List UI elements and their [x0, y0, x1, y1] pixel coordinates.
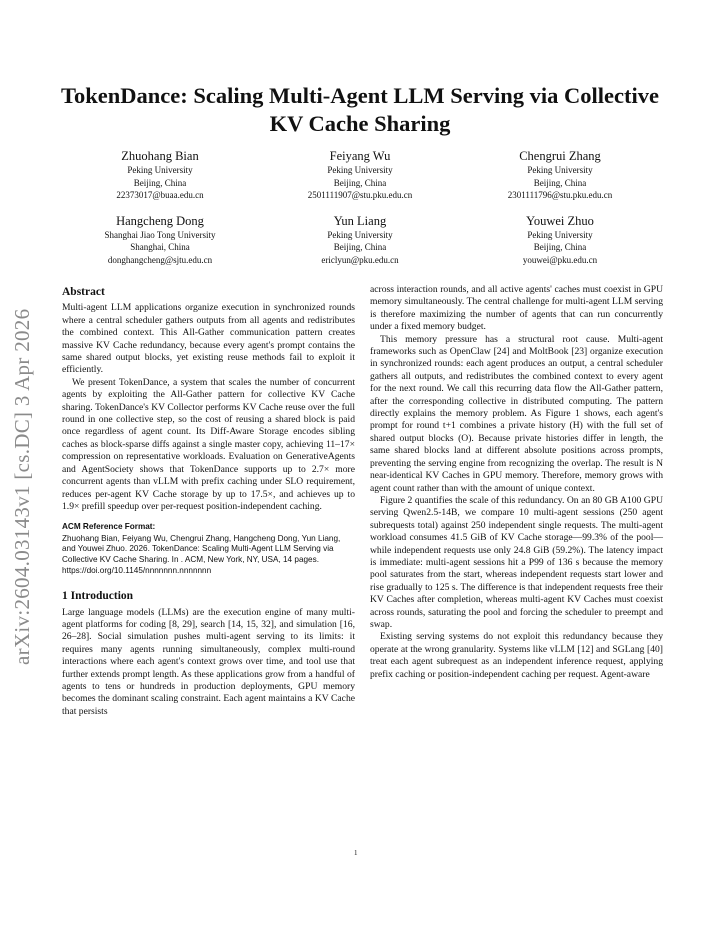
author [260, 149, 460, 202]
author-row [60, 149, 660, 202]
author [60, 214, 260, 267]
left-column [62, 286, 355, 718]
author-email: ericlyun@pku.edu.cn [321, 254, 399, 265]
author-email: 2501111907@stu.pku.edu.cn [307, 190, 413, 200]
author-affiliation: Peking University [327, 229, 393, 240]
acm-reference-text: Zhuohang Bian, Feiyang Wu, Chengrui Zhang, Hangcheng Dong, Yun Liang, and Youwei Zhuo. 2026. TokenDance: Scaling Multi-Agent LLM Serving via Collective KV Cache Sharing. In . ACM, New York, NY, USA, 14 pages. https://doi.org/10.1145/nnnnnnn.nnnnnnn [62, 533, 341, 575]
right-column [370, 284, 663, 681]
author-row [60, 214, 660, 267]
author-affiliation: Shanghai Jiao Tong University [104, 229, 216, 240]
abstract-paragraph: Multi-agent LLM applications organize execution in synchronized rounds where a central scheduler gathers outputs from all agents and redistributes the combined context. This All-Gather communication pattern creates massive KV Cache redundancy, because every agent's prompt contains the same shared output blocks, yet existing reuse methods fail to exploit it efficiently. [62, 302, 355, 376]
body-paragraph: across interaction rounds, and all active agents' caches must coexist in GPU memory simultaneously. The central challenge for multi-agent LLM serving is therefore maximizing the number of agents that can run concurrently under a fixed memory budget. [370, 284, 663, 333]
body-paragraph: This memory pressure has a structural root cause. Multi-agent frameworks such as OpenClaw [24] and MoltBook [23] organize execution in synchronized rounds: each agent produces an output, a central scheduler gathers all outputs, and redistributes the combined context to every agent for the next round. We call this recurring data flow the All-Gather pattern, after the corresponding collective in distributed computing. The pattern directly explains the memory problem. As Figure 1 shows, each agent's prompt for round t+1 combines a private history (H) with the full set of shared output blocks (O). Because private histories differ in length, the same shared blocks land at different absolute positions across prompts, preventing the serving engine from recognizing the overlap. The result is N near-identical KV Caches in GPU memory. Therefore, memory grows with agent count rather than with the amount of unique context. [370, 333, 663, 494]
author-location: Shanghai, China [130, 242, 190, 252]
author-email: donghangcheng@sjtu.edu.cn [107, 254, 213, 265]
author-affiliation: Peking University [527, 165, 593, 175]
author-email: 22373017@buaa.edu.cn [116, 190, 204, 200]
author [260, 214, 460, 267]
author-location: Beijing, China [533, 242, 587, 252]
author-location: Beijing, China [133, 177, 187, 188]
author-affiliation: Peking University [527, 229, 593, 240]
intro-paragraph: Large language models (LLMs) are the execution engine of many multi-agent platforms for coding [8, 29], search [14, 15, 32], and simulation [16, 26–28]. Social simulation pushes multi-agent serving to its limits: it requires many agents running simultaneously, complex multi-round interactions where each agent's context grows over time, and tool use that further extends prompt length. As these applications grow from a handful of agents to tens or hundreds in production deployments, GPU memory becomes the dominant scaling constraint. Each agent maintains a KV Cache that persists [62, 606, 355, 717]
section-heading-introduction: 1 Introduction [62, 590, 134, 603]
author-location: Beijing, China [333, 242, 387, 252]
author-name: Youwei Zhuo [526, 213, 594, 228]
author-name: Chengrui Zhang [519, 149, 601, 163]
page-number: 1 [354, 849, 358, 857]
author-location: Beijing, China [333, 177, 387, 188]
abstract-heading: Abstract [62, 286, 105, 298]
author-name: Feiyang Wu [329, 149, 391, 163]
author-email: youwei@pku.edu.cn [522, 254, 598, 265]
paper-title: TokenDance: Scaling Multi-Agent LLM Serving via Collective KV Cache Sharing [61, 83, 659, 136]
author-location: Beijing, China [533, 177, 587, 188]
author [460, 214, 660, 267]
author-name: Hangcheng Dong [116, 213, 204, 228]
body-paragraph: Figure 2 quantifies the scale of this redundancy. On an 80 GB A100 GPU serving Qwen2.5-14B, we compare 10 multi-agent sessions (250 agent subrequests total) against 250 independent single requests. The multi-agent workload consumes 41.5 GiB of KV Cache storage—99.3% of the pool—while independent requests use only 24.8 GiB (59.2%). The latency impact is immediate: multi-agent sessions hit a P99 of 136 s because the memory pool saturates from the start, whereas independent requests start lower and rise gradually to 125 s. The difference is that independent requests free their KV Caches after completion, whereas multi-agent KV Caches must coexist across rounds, saturating the pool and forcing the scheduler to preempt and swap. [370, 494, 663, 630]
author [460, 149, 660, 202]
body-paragraph: Existing serving systems do not exploit this redundancy because they operate at the wrong granularity. Systems like vLLM [12] and SGLang [40] treat each agent subrequest as an independent inference request, applying prefix caching or position-independent caching per request. Agent-aware [370, 631, 663, 680]
author-email: 2301111796@stu.pku.edu.cn [507, 190, 613, 200]
author-name: Yun Liang [333, 213, 387, 228]
author-affiliation: Peking University [327, 165, 393, 175]
author-name: Zhuohang Bian [121, 149, 199, 163]
arxiv-stamp: arXiv:2604.03143v1 [cs.DC] 3 Apr 2026 [10, 308, 34, 665]
author [60, 149, 260, 202]
author-block [60, 149, 660, 278]
author-affiliation: Peking University [127, 165, 193, 175]
abstract-paragraph: We present TokenDance, a system that scales the number of concurrent agents by exploiting the All-Gather pattern for collective KV Cache sharing. TokenDance's KV Collector performs KV Cache reuse over the full round in one collective step, so the cost of reusing a shared block is paid once regardless of agent count. Its Diff-Aware Storage encodes sibling caches as block-sparse diffs against a single master copy, achieving 11–17× compression on representative workloads. Evaluation on GenerativeAgents and AgentSociety shows that TokenDance supports up to 2.7× more concurrent agents than vLLM with prefix caching under SLO requirement, reduces per-agent KV Cache storage by up to 17.5×, and achieves up to 1.9× prefill speedup over per-request position-independent caching. [62, 376, 355, 512]
acm-reference-heading: ACM Reference Format: [62, 522, 156, 532]
